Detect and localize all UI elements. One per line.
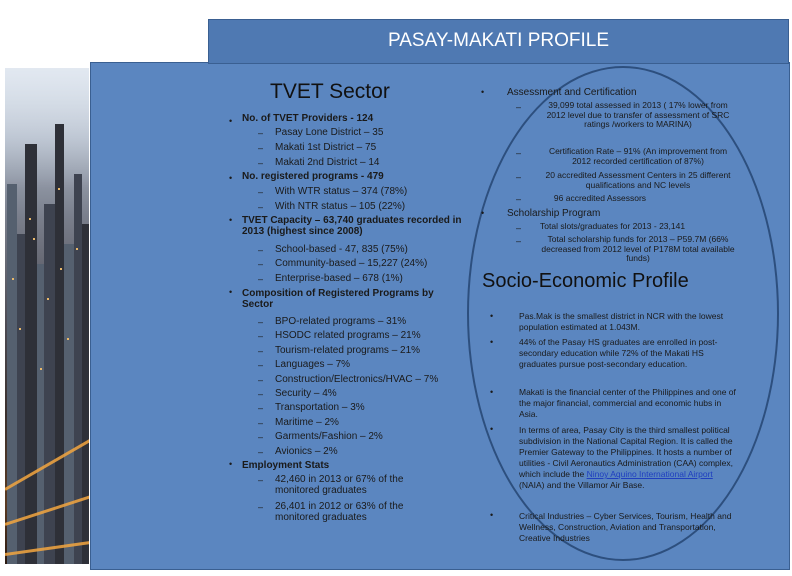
title-bar [208,19,789,64]
dash: – [258,475,264,485]
bullet: • [490,311,494,321]
dash: – [258,417,264,428]
program-item: With WTR status – 374 (78%) [275,186,408,197]
socio-item [519,425,737,491]
scholarship-label: Scholarship Program [507,208,601,219]
naia-link[interactable]: Ninoy Aquino International Airport [586,469,713,479]
bullet: • [490,510,494,520]
composition-item: Tourism-related programs – 21% [275,344,421,356]
assessment-item: 20 accredited Assessment Centers in 25 different qualifications and NC levels [545,170,731,190]
employment-label: Employment Stats [242,460,330,471]
bullet: • [490,424,494,434]
dash: – [258,403,264,414]
program-item: With NTR status – 105 (22%) [275,201,406,212]
bullet: • [490,337,494,347]
scholarship-item: Total scholarship funds for 2013 – P59.7M (66% decreased from 2012 level of P178M total available funds) [541,234,735,263]
capacity-label: TVET Capacity – 63,740 graduates recorded in 2013 (highest since 2008) [242,215,462,237]
socio-item: 44% of the Pasay HS graduates are enrolled in post-secondary education while 72% of the Makati HS graduates pursue post-secondary education. [519,337,718,369]
dash: – [516,148,522,158]
dash: – [258,502,264,512]
composition-item: Security – 4% [275,388,337,399]
providers-label: No. of TVET Providers - 124 [242,113,374,124]
assessment-label: Assessment and Certification [507,87,637,98]
composition-item: HSODC related programs – 21% [275,330,421,342]
bullet: • [481,208,485,218]
provider-item: Pasay Lone District – 35 [275,127,384,138]
city-photo [5,68,89,564]
dash: – [258,245,264,255]
capacity-item: Enterprise-based – 678 (1%) [275,273,403,284]
dash: – [516,223,522,233]
capacity-item: Community-based – 15,227 (24%) [275,258,428,269]
composition-item: Construction/Electronics/HVAC – 7% [275,373,439,385]
bullet: • [229,459,233,469]
dash: – [258,331,264,342]
assessment-item: 39,099 total assessed in 2013 ( 17% lower from 2012 level due to transfer of assessment of SRC ratings /workers to MARINA) [546,100,730,129]
dash: – [258,158,264,168]
socio-item: Critical Industries – Cyber Services, Tourism, Health and Wellness, Construction, Aviation and Transportation, Creative Industries [519,511,732,543]
dash: – [258,317,264,327]
bullet: • [229,215,233,225]
composition-item: Languages – 7% [275,359,351,371]
dash: – [258,187,264,197]
assessment-item: 96 accredited Assessors [553,193,647,203]
scholarship-item: Total slots/graduates for 2013 - 23,141 [540,221,686,231]
dash: – [258,360,264,371]
composition-item: Transportation – 3% [275,402,365,414]
dash: – [258,432,264,443]
dash: – [258,345,264,356]
dash: – [258,274,264,284]
dash: – [516,194,522,204]
page-title: PASAY-MAKATI PROFILE [387,30,610,51]
composition-label: Composition of Registered Programs by Sector [242,288,434,310]
composition-item: Maritime – 2% [275,416,339,428]
socio-item: Pas.Mak is the smallest district in NCR with the lowest population estimated at 1.043M. [519,311,724,332]
composition-item: Garments/Fashion – 2% [275,431,383,443]
dash: – [258,143,264,153]
socio-item-text: (NAIA) and the Villamor Air Base. [519,480,645,490]
dash: – [258,128,264,138]
dash: – [258,374,264,385]
dash: – [258,259,264,269]
socio-item-text: In terms of area, Pasay City is the third smallest political subdivision in the National Capital Region. It is called the Premier Gateway to the Philippines. It hosts a number of utilities - Civil Aeronautics Administration (CAA) complex, which include the [519,425,733,479]
dash: – [516,102,522,112]
composition-item: Avionics – 2% [275,445,338,457]
bullet: • [481,87,485,97]
socio-item: Makati is the financial center of the Philippines and one of the major financial, commercial and economic hubs in Asia. [519,387,736,419]
bullet: • [229,287,233,297]
assessment-item: Certification Rate – 91% (An improvement from 2012 recorded certification of 87%) [548,146,728,166]
composition-item: BPO-related programs – 31% [275,316,407,327]
dash: – [258,202,264,212]
provider-item: Makati 1st District – 75 [275,142,377,153]
programs-label: No. registered programs - 479 [242,171,384,182]
tvet-heading: TVET Sector [270,80,390,103]
capacity-item: School-based - 47, 835 (75%) [275,244,408,255]
bullet: • [229,173,233,183]
dash: – [258,389,264,399]
bullet: • [490,387,494,397]
employment-item: 42,460 in 2013 or 67% of the monitored graduates [275,474,404,496]
employment-item: 26,401 in 2012 or 63% of the monitored graduates [275,501,404,523]
dash: – [258,446,264,457]
socio-heading: Socio-Economic Profile [482,270,689,292]
provider-item: Makati 2nd District – 14 [275,157,380,168]
dash: – [516,236,522,246]
dash: – [516,172,522,182]
bullet: • [229,116,233,126]
